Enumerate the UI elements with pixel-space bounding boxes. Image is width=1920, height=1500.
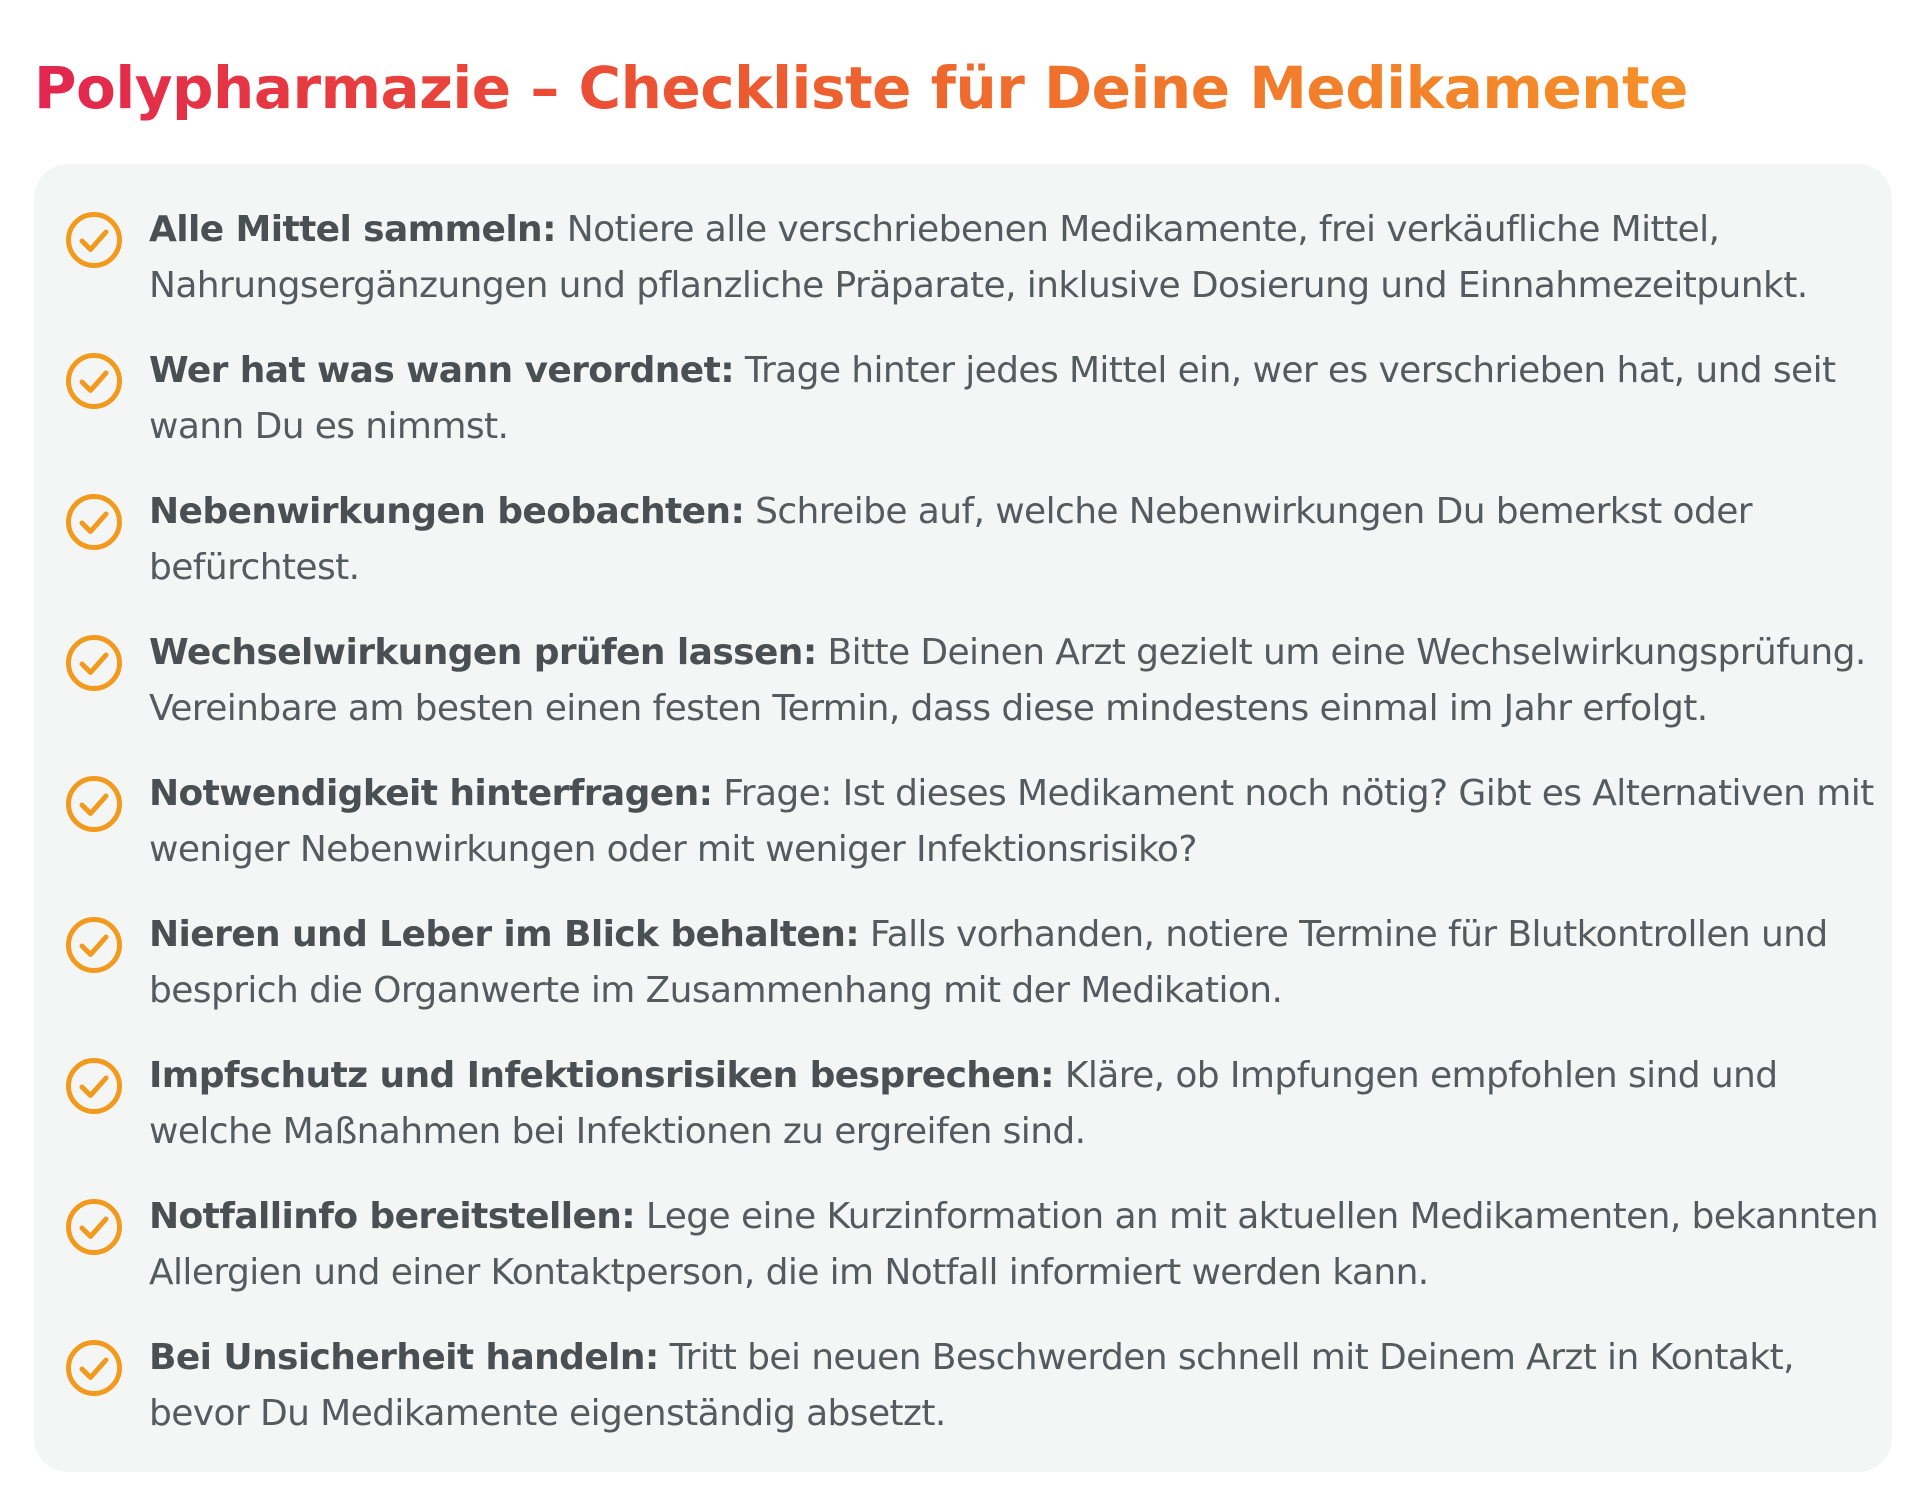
checklist-item-heading: Wer hat was wann verordnet:	[149, 350, 734, 391]
page-title: Polypharmazie – Checkliste für Deine Medikamente	[34, 40, 1688, 136]
checklist-item-description: Kläre, ob Impfungen empfohlen sind und welche Maßnahmen bei Infektionen zu ergreifen sind.	[149, 1055, 1778, 1152]
check-circle-icon	[64, 351, 124, 411]
check-circle-icon	[64, 915, 124, 975]
check-circle-icon	[64, 633, 124, 693]
checklist-item-heading: Impfschutz und Infektionsrisiken besprechen:	[149, 1055, 1054, 1096]
check-circle-icon	[64, 210, 124, 270]
checklist-item-3	[34, 484, 1892, 625]
checklist-item-2	[34, 343, 1892, 484]
checklist-item-text	[149, 1330, 1879, 1442]
checklist-item-text	[149, 484, 1879, 596]
checklist-item-1	[34, 202, 1892, 343]
checklist-item-text	[149, 1189, 1879, 1301]
checklist-item-heading: Bei Unsicherheit handeln:	[149, 1337, 659, 1378]
checklist-item-8	[34, 1189, 1892, 1330]
checklist-item-description: Trage hinter jedes Mittel ein, wer es verschrieben hat, und seit wann Du es nimmst.	[149, 350, 1836, 447]
checklist-item-description: Frage: Ist dieses Medikament noch nötig? Gibt es Alternativen mit weniger Nebenwirkungen oder mit weniger Infektionsrisiko?	[149, 773, 1874, 870]
checklist-item-description: Schreibe auf, welche Nebenwirkungen Du bemerkst oder befürchtest.	[149, 491, 1752, 588]
checklist-item-heading: Wechselwirkungen prüfen lassen:	[149, 632, 817, 673]
checklist-item-heading: Notfallinfo bereitstellen:	[149, 1196, 636, 1237]
checklist-item-description: Notiere alle verschriebenen Medikamente, frei verkäufliche Mittel, Nahrungsergänzungen und pflanzliche Präparate, inklusive Dosierung und Einnahmezeitpunkt.	[149, 209, 1808, 306]
checklist-item-text	[149, 202, 1879, 314]
check-circle-icon	[64, 1338, 124, 1398]
check-circle-icon	[64, 774, 124, 834]
checklist-item-7	[34, 1048, 1892, 1189]
checklist-item-heading: Alle Mittel sammeln:	[149, 209, 556, 250]
check-circle-icon	[64, 1197, 124, 1257]
checklist-item-5	[34, 766, 1892, 907]
checklist-item-description: Lege eine Kurzinformation an mit aktuellen Medikamenten, bekannten Allergien und einer Kontaktperson, die im Notfall informiert werden kann.	[149, 1196, 1879, 1293]
checklist-item-6	[34, 907, 1892, 1048]
checklist-panel	[34, 164, 1892, 1472]
checklist-item-text	[149, 766, 1879, 878]
checklist-item-description: Bitte Deinen Arzt gezielt um eine Wechselwirkungsprüfung. Vereinbare am besten einen festen Termin, dass diese mindestens einmal im Jahr erfolgt.	[149, 632, 1866, 729]
checklist-item-heading: Nebenwirkungen beobachten:	[149, 491, 745, 532]
checklist-item-heading: Notwendigkeit hinterfragen:	[149, 773, 713, 814]
checklist-item-text	[149, 1048, 1879, 1160]
checklist-item-text	[149, 625, 1879, 737]
check-circle-icon	[64, 1056, 124, 1116]
check-circle-icon	[64, 492, 124, 552]
checklist-item-4	[34, 625, 1892, 766]
checklist-item-text	[149, 343, 1879, 455]
checklist-item-description: Falls vorhanden, notiere Termine für Blutkontrollen und besprich die Organwerte im Zusammenhang mit der Medikation.	[149, 914, 1828, 1011]
checklist-item-heading: Nieren und Leber im Blick behalten:	[149, 914, 860, 955]
checklist-item-9	[34, 1330, 1892, 1471]
checklist-item-description: Tritt bei neuen Beschwerden schnell mit Deinem Arzt in Kontakt, bevor Du Medikamente eigenständig absetzt.	[149, 1337, 1794, 1434]
checklist-item-text	[149, 907, 1879, 1019]
